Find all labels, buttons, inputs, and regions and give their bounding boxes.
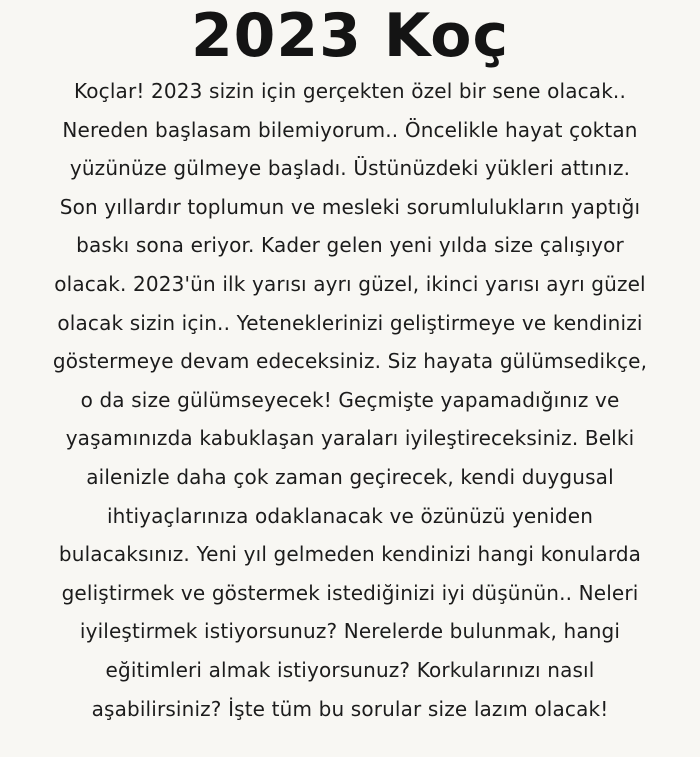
paragraph-line: göstermeye devam edeceksiniz. Siz hayata gülümsedikçe, bbox=[52, 349, 648, 374]
paragraph-line: eğitimleri almak istiyorsunuz? Korkularınızı nasıl bbox=[105, 657, 595, 682]
page-title: 2023 Koç bbox=[190, 1, 510, 71]
paragraph-line: Nereden başlasam bilemiyorum.. Öncelikle hayat çoktan bbox=[62, 117, 638, 142]
paragraph-line: olacak. 2023'ün ilk yarısı ayrı güzel, ikinci yarısı ayrı güzel bbox=[54, 271, 646, 296]
paragraph-line: geliştirmek ve göstermek istediğinizi iyi düşünün.. Neleri bbox=[61, 580, 639, 605]
paragraph-line: baskı sona eriyor. Kader gelen yeni yılda size çalışıyor bbox=[76, 233, 624, 258]
paragraph-line: Koçlar! 2023 sizin için gerçekten özel bir sene olacak.. bbox=[74, 79, 626, 103]
paragraph-line: ailenizle daha çok zaman geçirecek, kendi duygusal bbox=[86, 464, 614, 489]
paragraph-line: iyileştirmek istiyorsunuz? Nerelerde bulunmak, hangi bbox=[79, 619, 621, 644]
paragraph-line: yüzünüze gülmeye başladı. Üstünüzdeki yükleri attınız. bbox=[69, 156, 631, 181]
paragraph-line: bulacaksınız. Yeni yıl gelmeden kendinizi hangi konularda bbox=[58, 542, 642, 567]
paragraph-line: aşabilirsiniz? İşte tüm bu sorular size lazım olacak! bbox=[91, 696, 609, 721]
paragraph-line: o da size gülümseyecek! Geçmişte yapamadığınız ve bbox=[80, 387, 620, 412]
paragraph-line: Son yıllardır toplumun ve mesleki sorumlulukların yaptığı bbox=[59, 194, 641, 219]
paragraph-line: olacak sizin için.. Yeteneklerinizi geliştirmeye ve kendinizi bbox=[57, 310, 643, 335]
paragraph-line: yaşamınızda kabuklaşan yaraları iyileştireceksiniz. Belki bbox=[65, 426, 635, 451]
paragraph-line: ihtiyaçlarınıza odaklanacak ve özünüzü yeniden bbox=[106, 503, 594, 528]
horoscope-paragraph bbox=[8, 72, 692, 728]
